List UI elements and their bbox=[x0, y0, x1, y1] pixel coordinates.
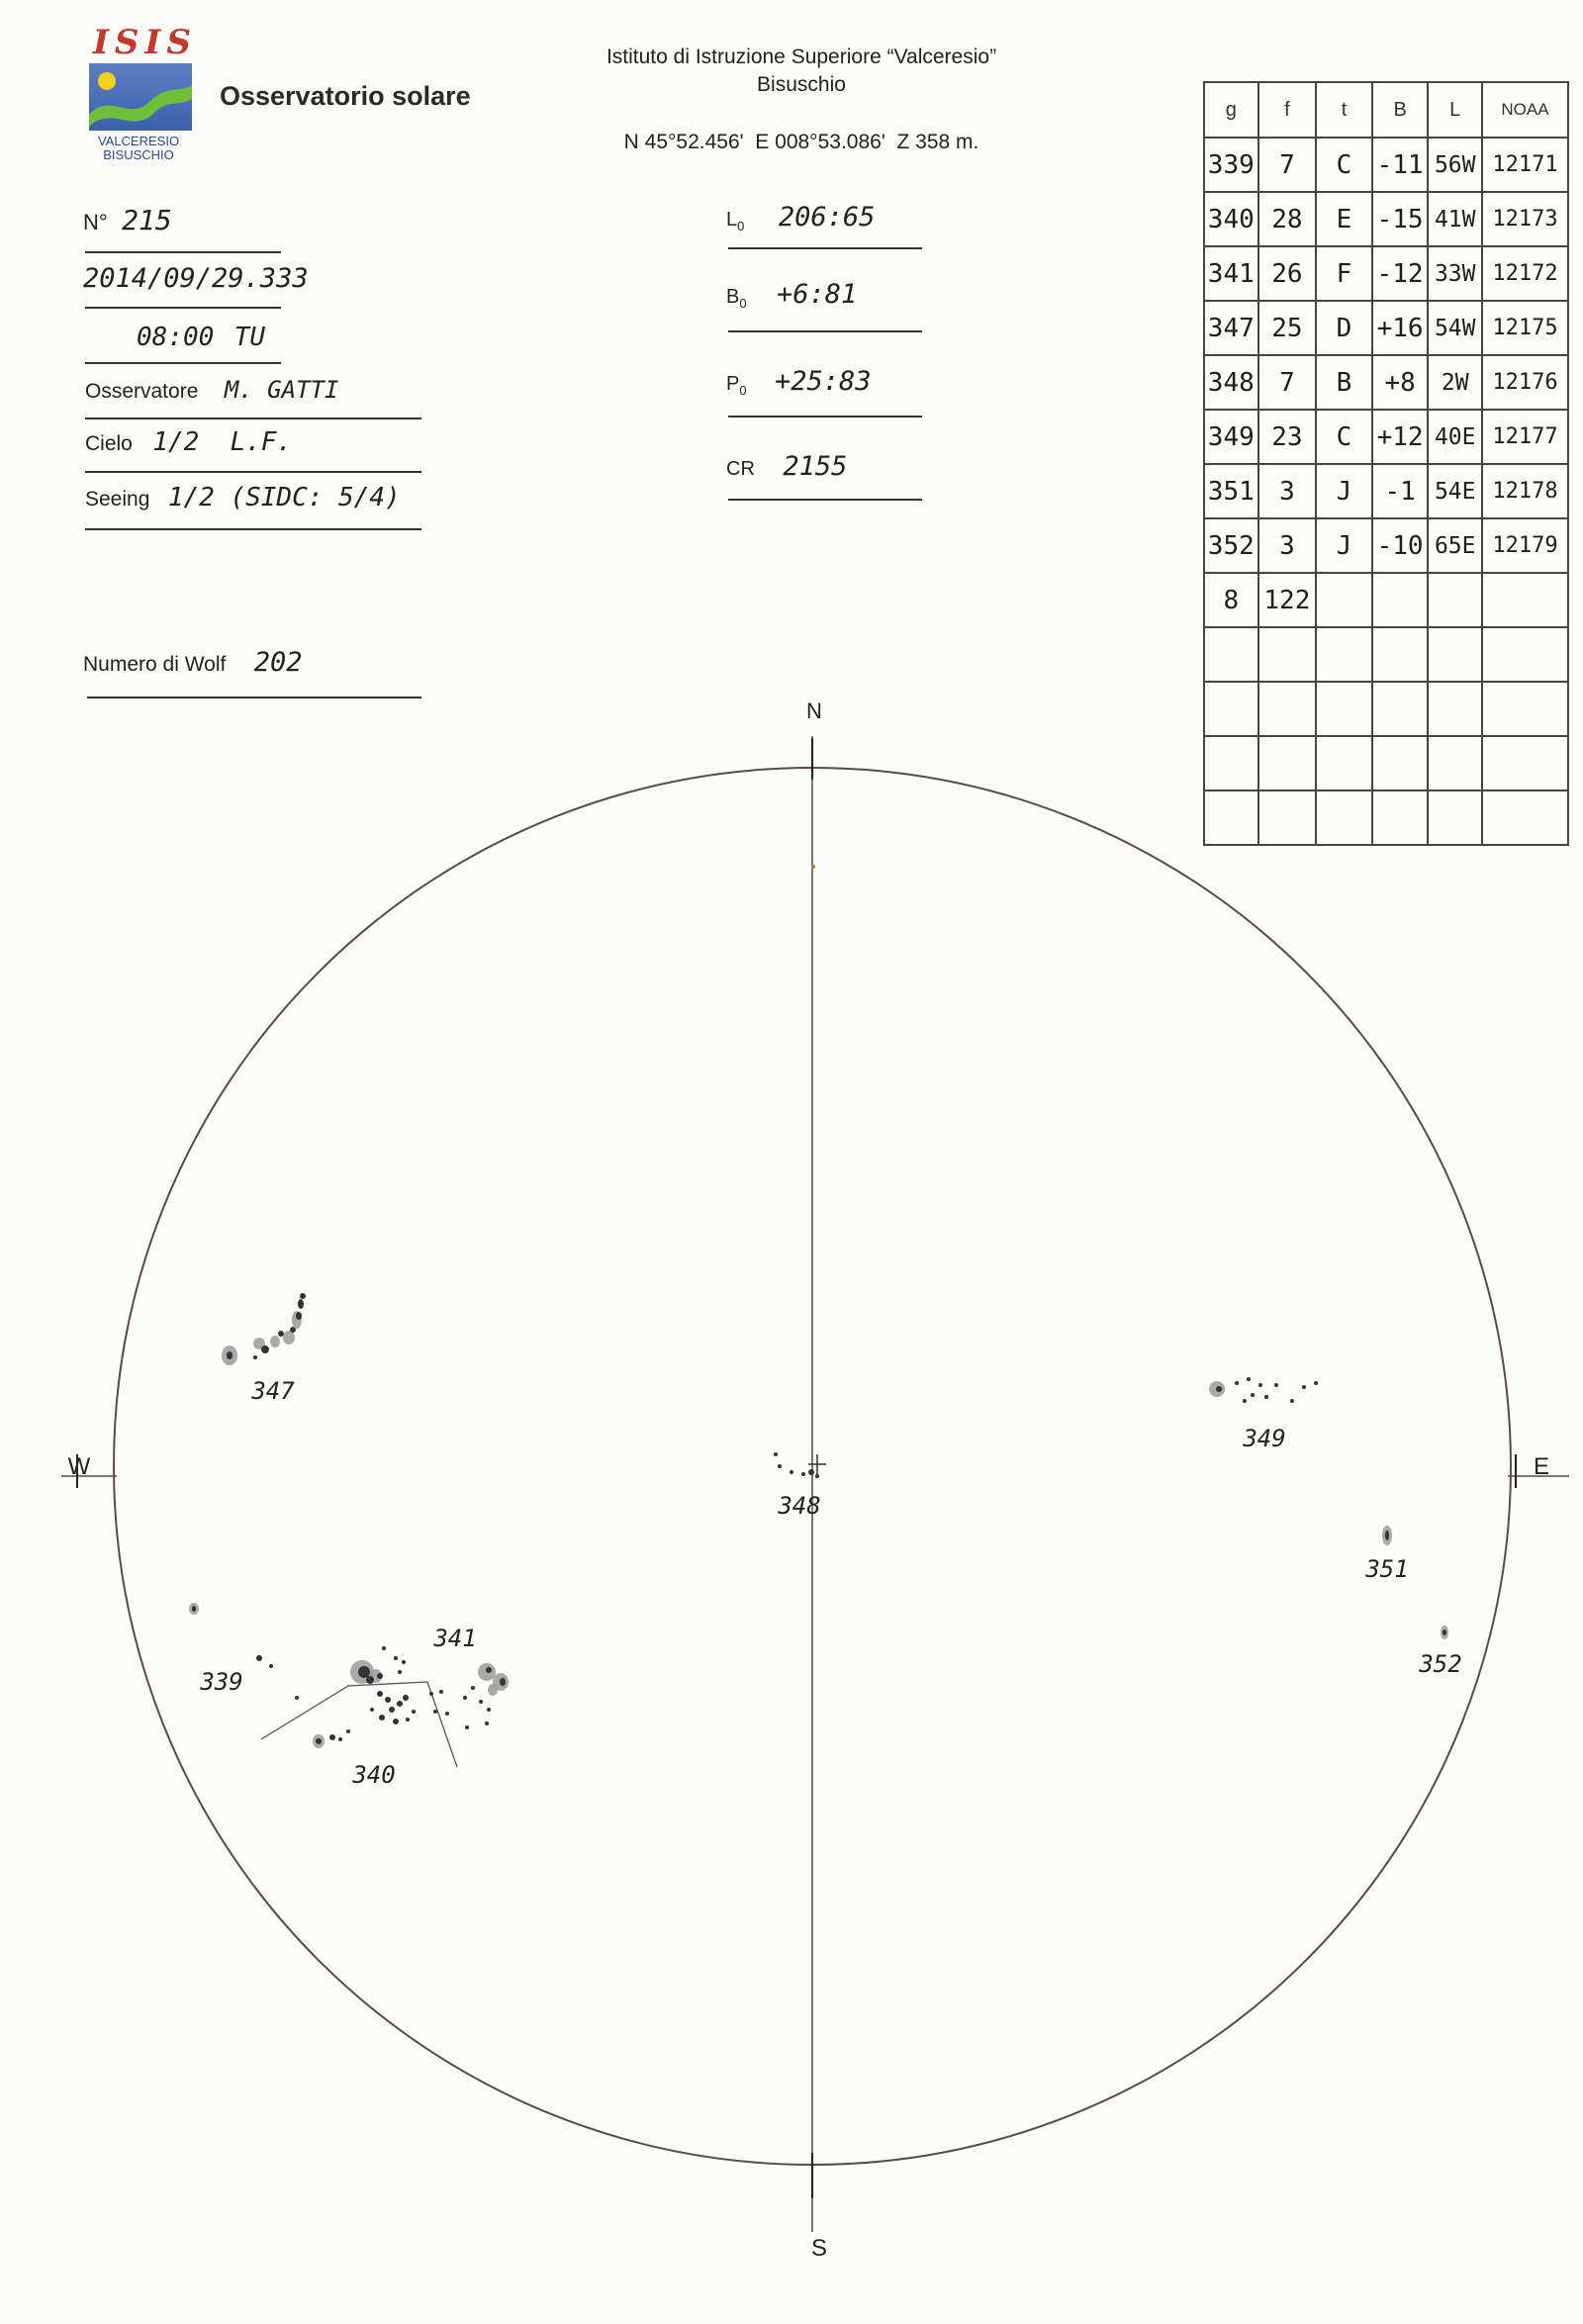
cell-longitude: 56W bbox=[1428, 138, 1482, 192]
cell-latitude: -1 bbox=[1372, 464, 1429, 518]
page-title: Osservatorio solare bbox=[220, 81, 471, 111]
cell-noaa: 12178 bbox=[1482, 464, 1568, 518]
sunspot-umbra bbox=[808, 1469, 814, 1475]
sunspot-umbra bbox=[815, 1474, 819, 1478]
sunspot-umbra bbox=[358, 1666, 370, 1678]
sunspot-umbra bbox=[346, 1729, 350, 1733]
ephemeris-p0-label: $P_0$ bbox=[726, 373, 747, 398]
cardinal-south: S bbox=[810, 2235, 828, 2262]
cell-noaa: 12171 bbox=[1482, 138, 1568, 192]
cell-latitude: -12 bbox=[1372, 246, 1429, 301]
cell-group: 351 bbox=[1204, 464, 1258, 518]
sunspot-umbra bbox=[1443, 1629, 1446, 1635]
sky-label: Cielo bbox=[85, 432, 133, 455]
cell-group: 349 bbox=[1204, 410, 1258, 464]
cell-latitude: +8 bbox=[1372, 355, 1429, 410]
ephemeris-b0-value: +6:81 bbox=[777, 279, 858, 310]
cardinal-north: N bbox=[806, 698, 822, 723]
sunspot-umbra bbox=[778, 1464, 782, 1468]
sunspot-umbra bbox=[402, 1660, 406, 1664]
group-label-349: 349 bbox=[1243, 1425, 1286, 1452]
sunspot-umbra bbox=[269, 1664, 273, 1668]
sunspot-umbra bbox=[445, 1712, 449, 1716]
sunspot-umbra bbox=[253, 1355, 257, 1359]
sunspot-umbra bbox=[485, 1721, 489, 1725]
sunspot-umbra bbox=[377, 1673, 383, 1679]
group-label-348: 348 bbox=[778, 1492, 821, 1520]
sunspot-umbra bbox=[1290, 1399, 1294, 1403]
sunspot-umbra bbox=[439, 1690, 443, 1694]
group-label-340: 340 bbox=[352, 1761, 396, 1789]
sunspot-penumbra bbox=[270, 1336, 280, 1348]
ephemeris-l0-label: $L_0$ bbox=[726, 209, 745, 233]
cell-longitude: 41W bbox=[1428, 192, 1482, 246]
cell-type: D bbox=[1316, 301, 1372, 355]
cell-spots: 23 bbox=[1258, 410, 1317, 464]
cell-longitude: 33W bbox=[1428, 246, 1482, 301]
column-header-noaa: NOAA bbox=[1482, 82, 1568, 138]
sunspot-umbra bbox=[801, 1472, 805, 1476]
cell-spots: 25 bbox=[1258, 301, 1317, 355]
column-header-group: g bbox=[1204, 82, 1258, 138]
total-groups: 8 bbox=[1204, 573, 1258, 627]
logo-sub-line2: BISUSCHIO bbox=[103, 147, 174, 162]
sunspot-umbra bbox=[300, 1293, 306, 1299]
sunspot-umbra bbox=[398, 1670, 402, 1674]
cell-spots: 26 bbox=[1258, 246, 1317, 301]
cell-group: 339 bbox=[1204, 138, 1258, 192]
sunspot-umbra bbox=[403, 1695, 409, 1701]
cell-group: 340 bbox=[1204, 192, 1258, 246]
column-header-longitude: L bbox=[1428, 82, 1482, 138]
cell-noaa: 12177 bbox=[1482, 410, 1568, 464]
sunspot-umbra bbox=[192, 1606, 196, 1612]
cell-latitude: -11 bbox=[1372, 138, 1429, 192]
cell-type: J bbox=[1316, 464, 1372, 518]
cell-type: F bbox=[1316, 246, 1372, 301]
cell-longitude: 54E bbox=[1428, 464, 1482, 518]
sunspot-umbra bbox=[1314, 1381, 1318, 1385]
ephemeris-p0-value: +25:83 bbox=[775, 366, 872, 397]
cell-group: 352 bbox=[1204, 518, 1258, 573]
sunspot-umbra bbox=[1251, 1393, 1255, 1397]
sky-value: 1/2 L.F. bbox=[152, 427, 293, 457]
cell-spots: 3 bbox=[1258, 464, 1317, 518]
carrington-rotation-value: 2155 bbox=[783, 451, 848, 482]
seeing-value: 1/2 (SIDC: 5/4) bbox=[167, 483, 401, 512]
cell-longitude: 2W bbox=[1428, 355, 1482, 410]
sunspot-penumbra bbox=[488, 1684, 498, 1696]
cell-longitude: 40E bbox=[1428, 410, 1482, 464]
wolf-number-label: Numero di Wolf bbox=[83, 653, 227, 676]
sunspot-umbra bbox=[338, 1737, 342, 1741]
sunspot-umbra bbox=[1235, 1381, 1239, 1385]
observatory-coordinates: N 45°52.456' E 008°53.086' Z 358 m. bbox=[623, 131, 979, 153]
sunspot-umbra bbox=[393, 1719, 399, 1724]
sunspot-umbra bbox=[298, 1299, 304, 1309]
cardinal-west: W bbox=[67, 1453, 91, 1480]
sunspot-umbra bbox=[774, 1452, 778, 1456]
sunspot-umbra bbox=[379, 1715, 385, 1720]
group-label-341: 341 bbox=[433, 1625, 477, 1652]
sunspot-umbra bbox=[479, 1700, 483, 1704]
record-number-label: N° bbox=[83, 210, 108, 234]
sunspot-umbra bbox=[412, 1710, 416, 1714]
sunspot-umbra bbox=[329, 1734, 335, 1740]
sunspot-umbra bbox=[227, 1351, 233, 1359]
total-spots: 122 bbox=[1258, 573, 1317, 627]
cell-group: 341 bbox=[1204, 246, 1258, 301]
sunspot-umbra bbox=[429, 1692, 433, 1696]
cell-noaa: 12179 bbox=[1482, 518, 1568, 573]
seeing-label: Seeing bbox=[85, 488, 150, 511]
logo-sub-line1: VALCERESIO bbox=[97, 134, 180, 148]
sunspot-umbra bbox=[1243, 1399, 1247, 1403]
group-340-boundary bbox=[261, 1682, 457, 1767]
sunspot-umbra bbox=[1258, 1383, 1262, 1387]
cell-spots: 7 bbox=[1258, 355, 1317, 410]
ephemeris-b0-label: $B_0$ bbox=[726, 286, 747, 311]
sunspot-group-labels bbox=[68, 698, 1549, 2262]
sunspot-umbra bbox=[790, 1470, 793, 1474]
cell-latitude: +12 bbox=[1372, 410, 1429, 464]
sunspot-umbra bbox=[366, 1676, 374, 1684]
sunspot-umbra bbox=[382, 1646, 386, 1650]
sunspot-umbra bbox=[394, 1656, 398, 1660]
sunspot-umbra bbox=[377, 1691, 383, 1697]
sunspot-umbra bbox=[295, 1696, 299, 1700]
sunspot-umbra bbox=[316, 1738, 322, 1744]
cell-group: 347 bbox=[1204, 301, 1258, 355]
ephemeris-l0-value: 206:65 bbox=[778, 202, 876, 232]
institute-name: Istituto di Istruzione Superiore “Valceresio” bbox=[605, 46, 997, 68]
cell-spots: 28 bbox=[1258, 192, 1317, 246]
cell-noaa: 12175 bbox=[1482, 301, 1568, 355]
cell-latitude: -15 bbox=[1372, 192, 1429, 246]
cardinal-east: E bbox=[1533, 1453, 1550, 1480]
observation-date: 2014/09/29.333 bbox=[83, 263, 309, 294]
sunspot-penumbra bbox=[283, 1331, 295, 1345]
logo-wordmark: ISIS bbox=[93, 23, 197, 62]
column-header-spots: f bbox=[1258, 82, 1317, 138]
sunspot-umbra bbox=[256, 1655, 262, 1661]
sunspot-umbra bbox=[1264, 1395, 1268, 1399]
sunspot-umbra bbox=[296, 1312, 302, 1320]
group-label-339: 339 bbox=[200, 1668, 243, 1696]
sunspot-markings bbox=[189, 865, 1448, 1748]
sunspot-umbra bbox=[1274, 1383, 1278, 1387]
cell-spots: 3 bbox=[1258, 518, 1317, 573]
sunspot-umbra bbox=[500, 1678, 506, 1686]
sunspot-umbra bbox=[1385, 1531, 1389, 1540]
observation-time: 08:00 bbox=[137, 323, 215, 352]
sunspot-umbra bbox=[1302, 1385, 1306, 1389]
sunspot-umbra bbox=[278, 1331, 284, 1337]
cell-noaa: 12172 bbox=[1482, 246, 1568, 301]
cell-longitude: 65E bbox=[1428, 518, 1482, 573]
sunspot-umbra bbox=[471, 1686, 475, 1690]
sunspot-umbra bbox=[406, 1718, 410, 1721]
disk-frame bbox=[61, 736, 1569, 2232]
sunspot-umbra bbox=[370, 1708, 374, 1712]
observer-value: M. GATTI bbox=[224, 376, 339, 404]
wolf-number-value: 202 bbox=[253, 647, 303, 678]
sunspot-umbra bbox=[487, 1708, 491, 1712]
group-label-347: 347 bbox=[251, 1377, 295, 1405]
sunspot-umbra bbox=[397, 1701, 403, 1707]
cell-type: E bbox=[1316, 192, 1372, 246]
observer-label: Osservatore bbox=[85, 380, 199, 403]
cell-latitude: +16 bbox=[1372, 301, 1429, 355]
record-number-value: 215 bbox=[122, 204, 172, 236]
cell-spots: 7 bbox=[1258, 138, 1317, 192]
sunspot-umbra bbox=[463, 1696, 467, 1700]
column-header-latitude: B bbox=[1372, 82, 1429, 138]
cell-type: C bbox=[1316, 138, 1372, 192]
column-header-type: t bbox=[1316, 82, 1372, 138]
sunspot-umbra bbox=[1216, 1386, 1222, 1392]
cell-type: B bbox=[1316, 355, 1372, 410]
cell-type: C bbox=[1316, 410, 1372, 464]
cell-type: J bbox=[1316, 518, 1372, 573]
cell-longitude: 54W bbox=[1428, 301, 1482, 355]
cell-latitude: -10 bbox=[1372, 518, 1429, 573]
carrington-rotation-label: CR bbox=[726, 458, 755, 480]
pencil-mark bbox=[811, 865, 815, 869]
group-label-352: 352 bbox=[1419, 1650, 1462, 1678]
cell-group: 348 bbox=[1204, 355, 1258, 410]
sunspot-umbra bbox=[1247, 1377, 1251, 1381]
sunspot-umbra bbox=[385, 1697, 391, 1703]
group-label-351: 351 bbox=[1365, 1555, 1409, 1583]
sunspot-umbra bbox=[261, 1346, 269, 1353]
sunspot-umbra bbox=[389, 1707, 395, 1713]
observation-time-zone: TU bbox=[233, 323, 266, 352]
sunspot-umbra bbox=[465, 1725, 469, 1729]
cell-noaa: 12173 bbox=[1482, 192, 1568, 246]
sunspot-umbra bbox=[433, 1710, 437, 1714]
sunspot-umbra bbox=[486, 1667, 492, 1673]
cell-noaa: 12176 bbox=[1482, 355, 1568, 410]
institute-town: Bisuschio bbox=[757, 73, 846, 96]
